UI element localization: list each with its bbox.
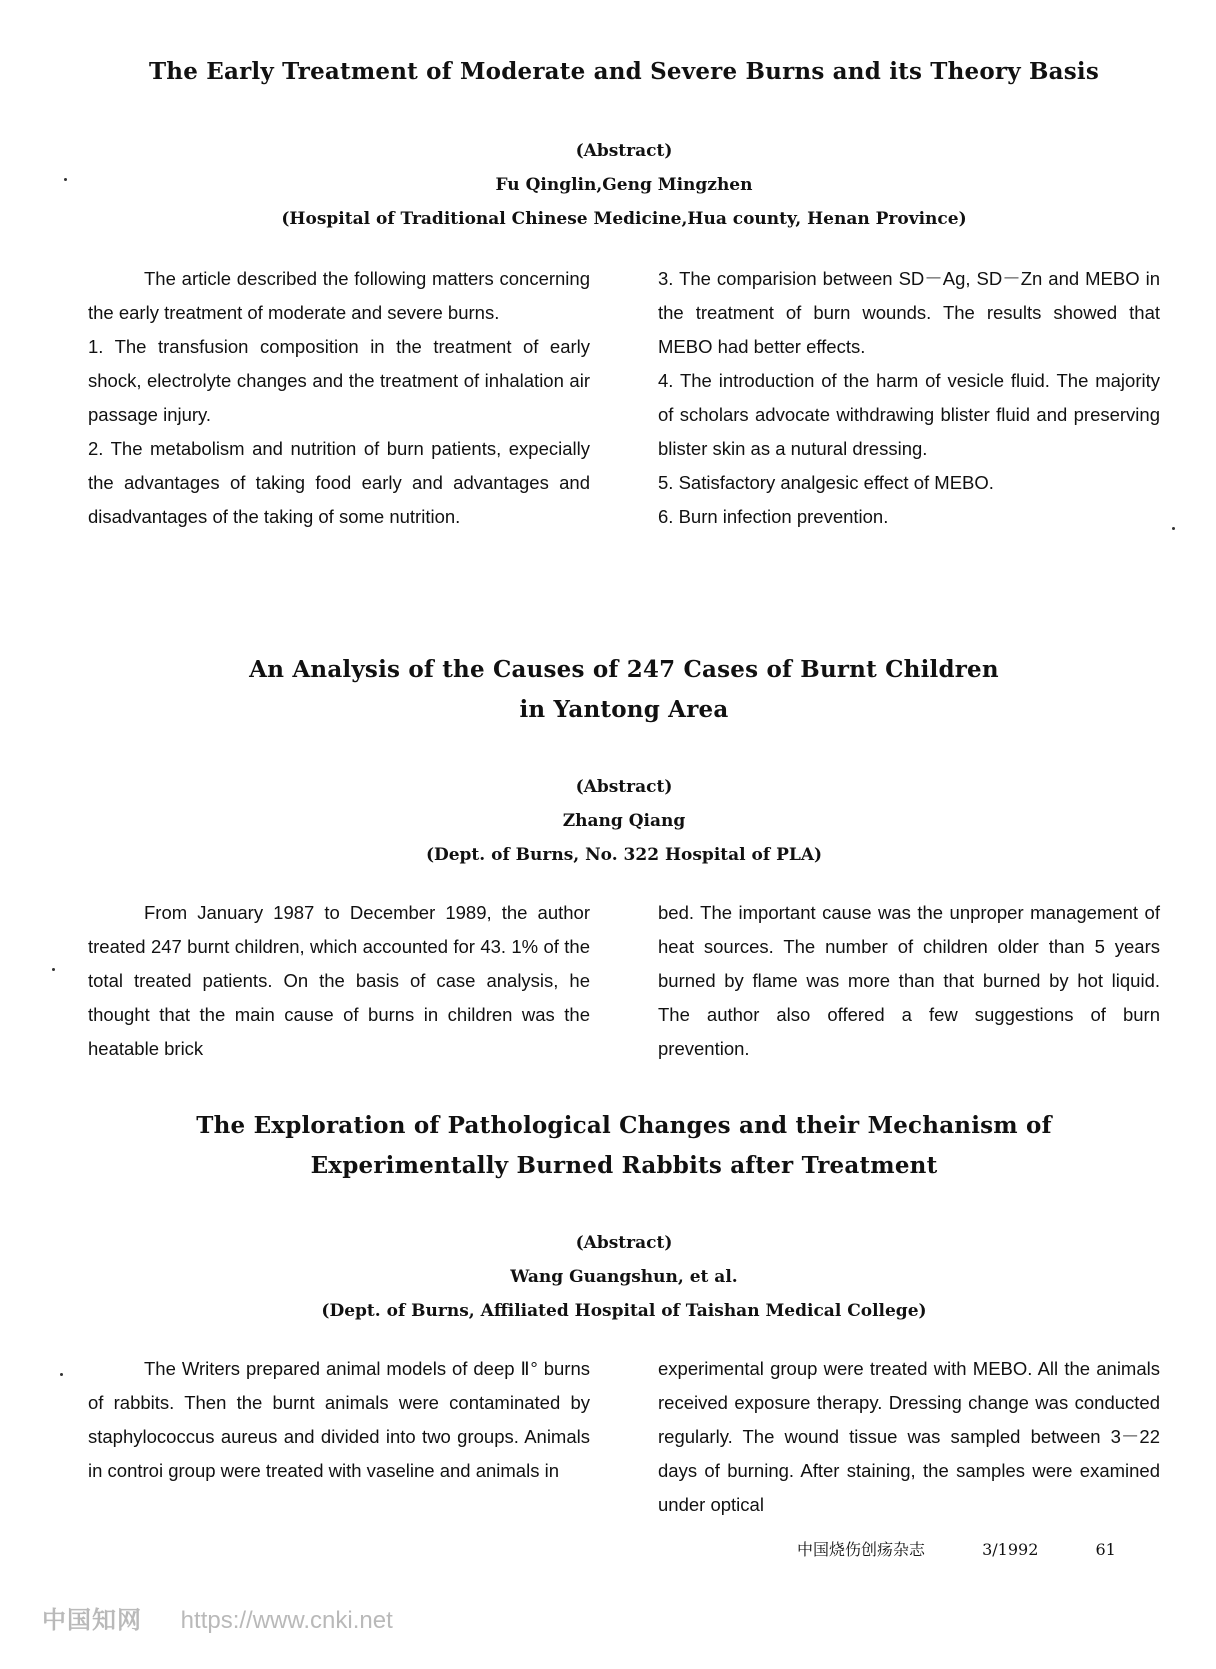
article-2-body [88, 896, 1160, 1066]
article-2-right-text: bed. The important cause was the unproper management of heat sources. The number of children older than 5 years burned by flame was more than that burned by hot liquid. The author also offered a few suggestions of burn prevention. [658, 902, 1160, 1059]
article-2-meta [88, 770, 1160, 872]
cnki-url: https://www.cnki.net [180, 1607, 393, 1634]
article-2-authors: Zhang Qiang [562, 811, 686, 831]
article-3 [88, 1106, 1160, 1522]
scan-speck [1172, 527, 1175, 530]
article-1-item-5: 5. Satisfactory analgesic effect of MEBO. [658, 472, 994, 493]
journal-name: 中国烧伤创疡杂志 [797, 1540, 926, 1559]
article-1-body [88, 262, 1160, 534]
article-3-right-column [658, 1352, 1160, 1522]
article-3-meta [88, 1226, 1160, 1328]
article-1-item-4: 4. The introduction of the harm of vesicle fluid. The majority of scholars advocate withdrawing blister fluid and preserving blister skin as a nutural dressing. [658, 370, 1160, 459]
scan-speck [60, 1373, 63, 1376]
article-1-item-6: 6. Burn infection prevention. [658, 506, 889, 527]
article-2-affiliation: (Dept. of Burns, No. 322 Hospital of PLA) [425, 845, 823, 865]
article-2 [88, 650, 1160, 1066]
article-3-body [88, 1352, 1160, 1522]
article-1-item-1: 1. The transfusion composition in the treatment of early shock, electrolyte changes and the treatment of inhalation air passage injury. [88, 336, 590, 425]
article-3-title [88, 1106, 1160, 1186]
article-3-left-column [88, 1352, 590, 1522]
article-2-right-column [658, 896, 1160, 1066]
article-3-left-text: The Writers prepared animal models of deep Ⅱ° burns of rabbits. Then the burnt animals were contaminated by staphylococcus aureus and divided into two groups. Animals in controi group were treated with vaseline and animals in [88, 1358, 590, 1481]
article-1-intro-paragraph: The article described the following matters concerning the early treatment of moderate and severe burns. [88, 268, 590, 323]
article-1-affiliation: (Hospital of Traditional Chinese Medicine,Hua county, Henan Province) [281, 209, 967, 229]
article-2-left-column [88, 896, 590, 1066]
article-1-authors: Fu Qinglin,Geng Mingzhen [495, 175, 753, 195]
article-1-abstract-label: (Abstract) [575, 141, 673, 161]
article-2-left-text: From January 1987 to December 1989, the author treated 247 burnt children, which accounted for 43. 1% of the total treated patients. On the basis of case analysis, he thought that the main cause of burns in children was the heatable brick [88, 902, 590, 1059]
cnki-watermark [42, 1600, 393, 1635]
article-3-authors: Wang Guangshun, et al. [510, 1267, 738, 1287]
article-2-title-line-2: in Yantong Area [519, 696, 729, 723]
page-number: 61 [1095, 1540, 1116, 1559]
article-1-left-column [88, 262, 590, 534]
article-2-abstract-label: (Abstract) [575, 777, 673, 797]
scan-speck [64, 178, 67, 181]
article-3-affiliation: (Dept. of Burns, Affiliated Hospital of Taishan Medical College) [321, 1301, 927, 1321]
article-1-right-column [658, 262, 1160, 534]
cnki-logo: 中国知网 [42, 1607, 142, 1634]
article-1-meta [88, 134, 1160, 236]
article-2-title [88, 650, 1160, 730]
scan-speck [52, 968, 55, 971]
article-1 [88, 52, 1160, 534]
article-1-title: The Early Treatment of Moderate and Severe Burns and its Theory Basis [148, 58, 1099, 85]
article-3-title-line-2: Experimentally Burned Rabbits after Treatment [310, 1152, 938, 1179]
page-footer [797, 1537, 1116, 1560]
article-3-abstract-label: (Abstract) [575, 1233, 673, 1253]
article-1-item-2: 2. The metabolism and nutrition of burn patients, expecially the advantages of taking food early and advantages and disadvantages of the taking of some nutrition. [88, 438, 590, 527]
issue-number: 3/1992 [982, 1540, 1039, 1559]
article-3-right-text: experimental group were treated with MEBO. All the animals received exposure therapy. Dressing change was conducted regularly. The wound tissue was sampled between 3－22 days of burning. After staining, the samples were examined under optical [658, 1358, 1160, 1515]
article-1-item-3: 3. The comparision between SD－Ag, SD－Zn and MEBO in the treatment of burn wounds. The results showed that MEBO had better effects. [658, 268, 1160, 357]
article-3-title-line-1: The Exploration of Pathological Changes and their Mechanism of [196, 1112, 1052, 1139]
article-2-title-line-1: An Analysis of the Causes of 247 Cases of Burnt Children [249, 656, 999, 683]
